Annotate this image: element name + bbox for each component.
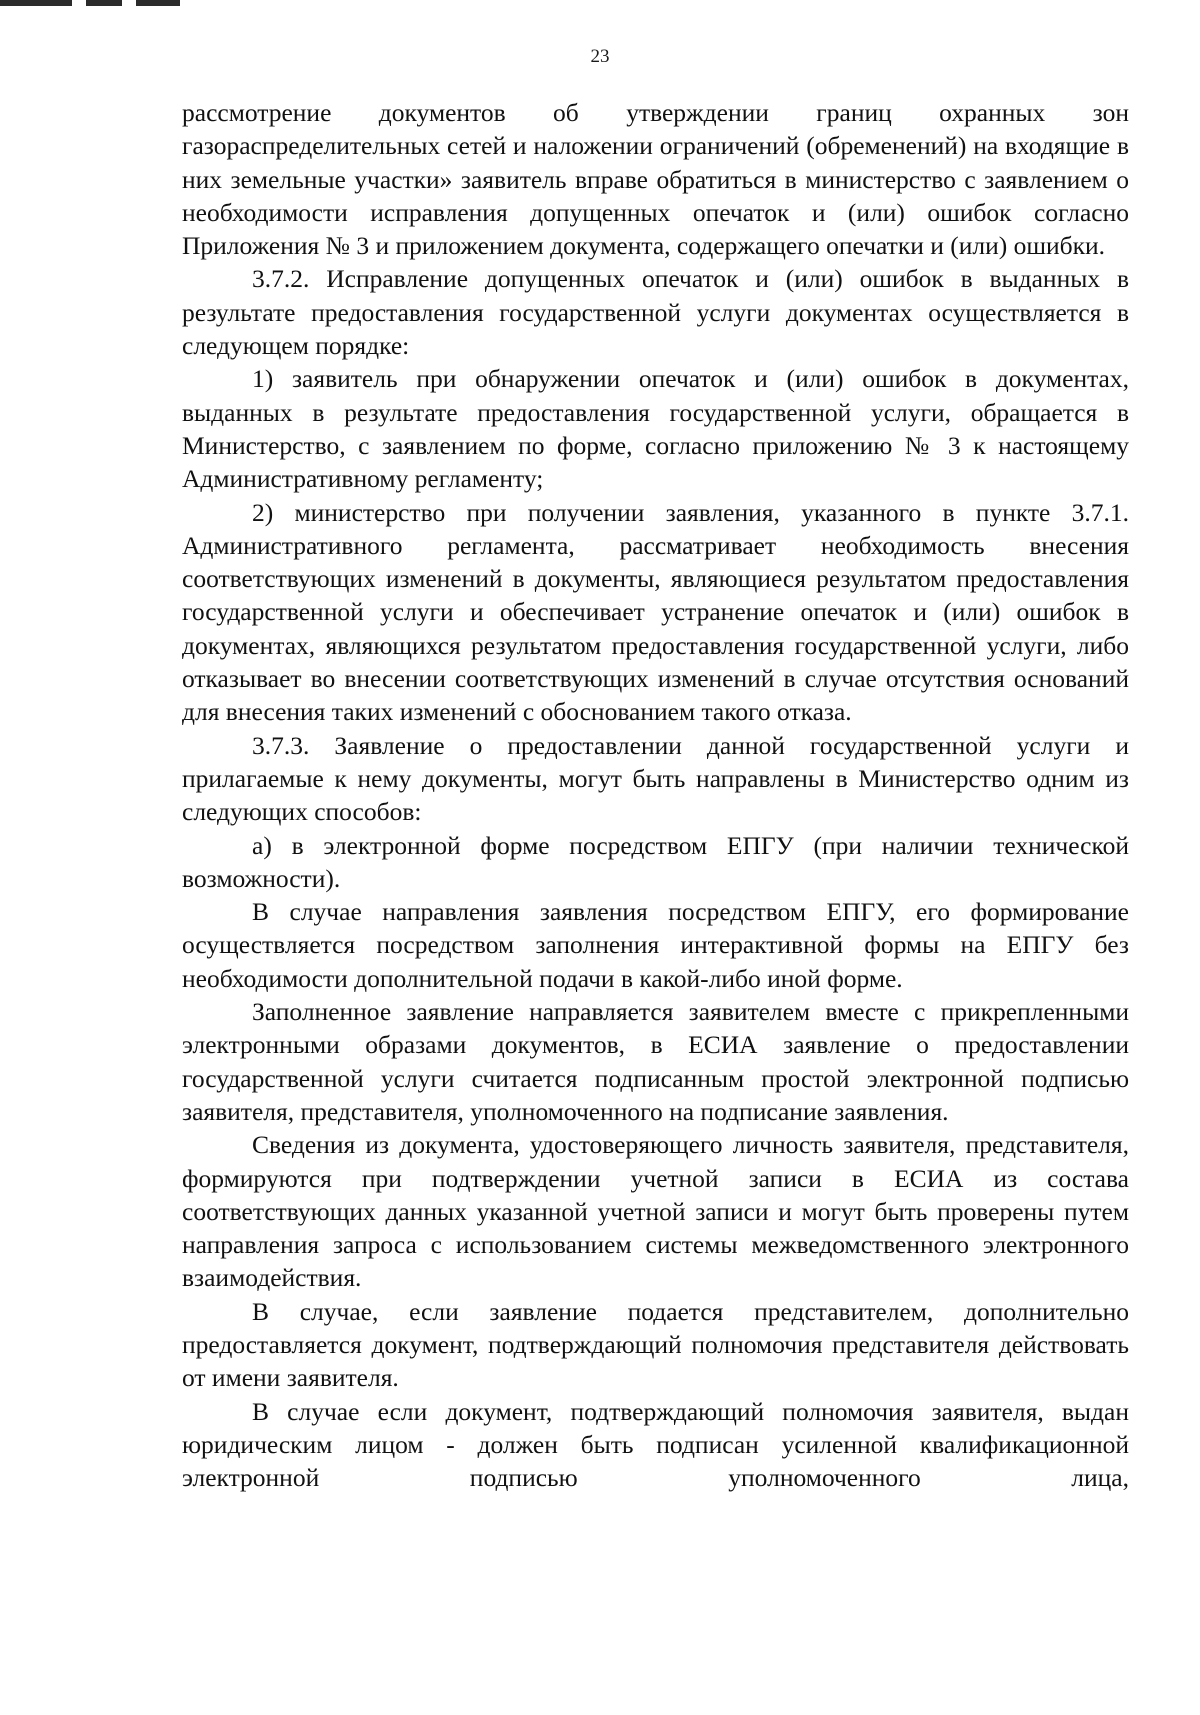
page-number: 23 — [590, 46, 610, 67]
scan-edge-mark — [136, 0, 180, 6]
paragraph-item-2: 2) министерство при получении заявления, указанного в пункте 3.7.1. Административного регламента, рассматривает необходимость внесения соответствующих изменений в документы, являющиеся результатом предоставления государственной услуги и обеспечивает устранение опечаток и (или) ошибок в документах, являющихся результатом предоставления государственной услуги, либо отказывает во внесении соответствующих изменений в случае отсутствия оснований для внесения таких изменений с обоснованием такого отказа. — [182, 497, 1129, 727]
scan-edge-mark — [86, 0, 122, 6]
paragraph-legal-entity: В случае если документ, подтверждающий полномочия заявителя, выдан юридическим лицом - должен быть подписан усиленной квалификационной электронной подписью уполномоченного лица, — [182, 1396, 1129, 1493]
document-body — [182, 96, 1129, 1494]
paragraph-representative: В случае, если заявление подается представителем, дополнительно предоставляется документ, подтверждающий полномочия представителя действовать от имени заявителя. — [182, 1296, 1129, 1393]
paragraph-3-7-3: 3.7.3. Заявление о предоставлении данной государственной услуги и прилагаемые к нему документы, могут быть направлены в Министерство одним из следующих способов: — [182, 730, 1129, 827]
scan-edge-mark — [0, 0, 72, 6]
paragraph-3-7-2: 3.7.2. Исправление допущенных опечаток и (или) ошибок в выданных в результате предоставления государственной услуги документах осуществляется в следующем порядке: — [182, 264, 1129, 361]
paragraph-identity-info: Сведения из документа, удостоверяющего личность заявителя, представителя, формируются при подтверждении учетной записи в ЕСИА из состава соответствующих данных указанной учетной записи и могут быть проверены путем направления запроса с использованием системы межведомственного электронного взаимодействия. — [182, 1130, 1129, 1293]
paragraph-epgu-submission: В случае направления заявления посредством ЕПГУ, его формирование осуществляется посредством заполнения интерактивной формы на ЕПГУ без необходимости дополнительной подачи в какой-либо иной форме. — [182, 897, 1129, 993]
paragraph-filled-application: Заполненное заявление направляется заявителем вместе с прикрепленными электронными образами документов, в ЕСИА заявление о предоставлении государственной услуги считается подписанным простой электронной подписью заявителя, представителя, уполномоченного на подписание заявления. — [182, 997, 1129, 1126]
paragraph-item-1: 1) заявитель при обнаружении опечаток и (или) ошибок в документах, выданных в результате предоставления государственной услуги, обращается в Министерство, с заявлением по форме, согласно приложению № 3 к настоящему Административному регламенту; — [182, 364, 1129, 494]
paragraph-item-a: а) в электронной форме посредством ЕПГУ (при наличии технической возможности). — [182, 830, 1129, 893]
paragraph-continuation: рассмотрение документов об утверждении границ охранных зон газораспределительных сетей и наложении ограничений (обременений) на входящие в них земельные участки» заявитель вправе обратиться в министерство с заявлением о необходимости исправления допущенных опечаток и (или) ошибок согласно Приложения № 3 и приложением документа, содержащего опечатки и (или) ошибки. — [182, 98, 1129, 261]
